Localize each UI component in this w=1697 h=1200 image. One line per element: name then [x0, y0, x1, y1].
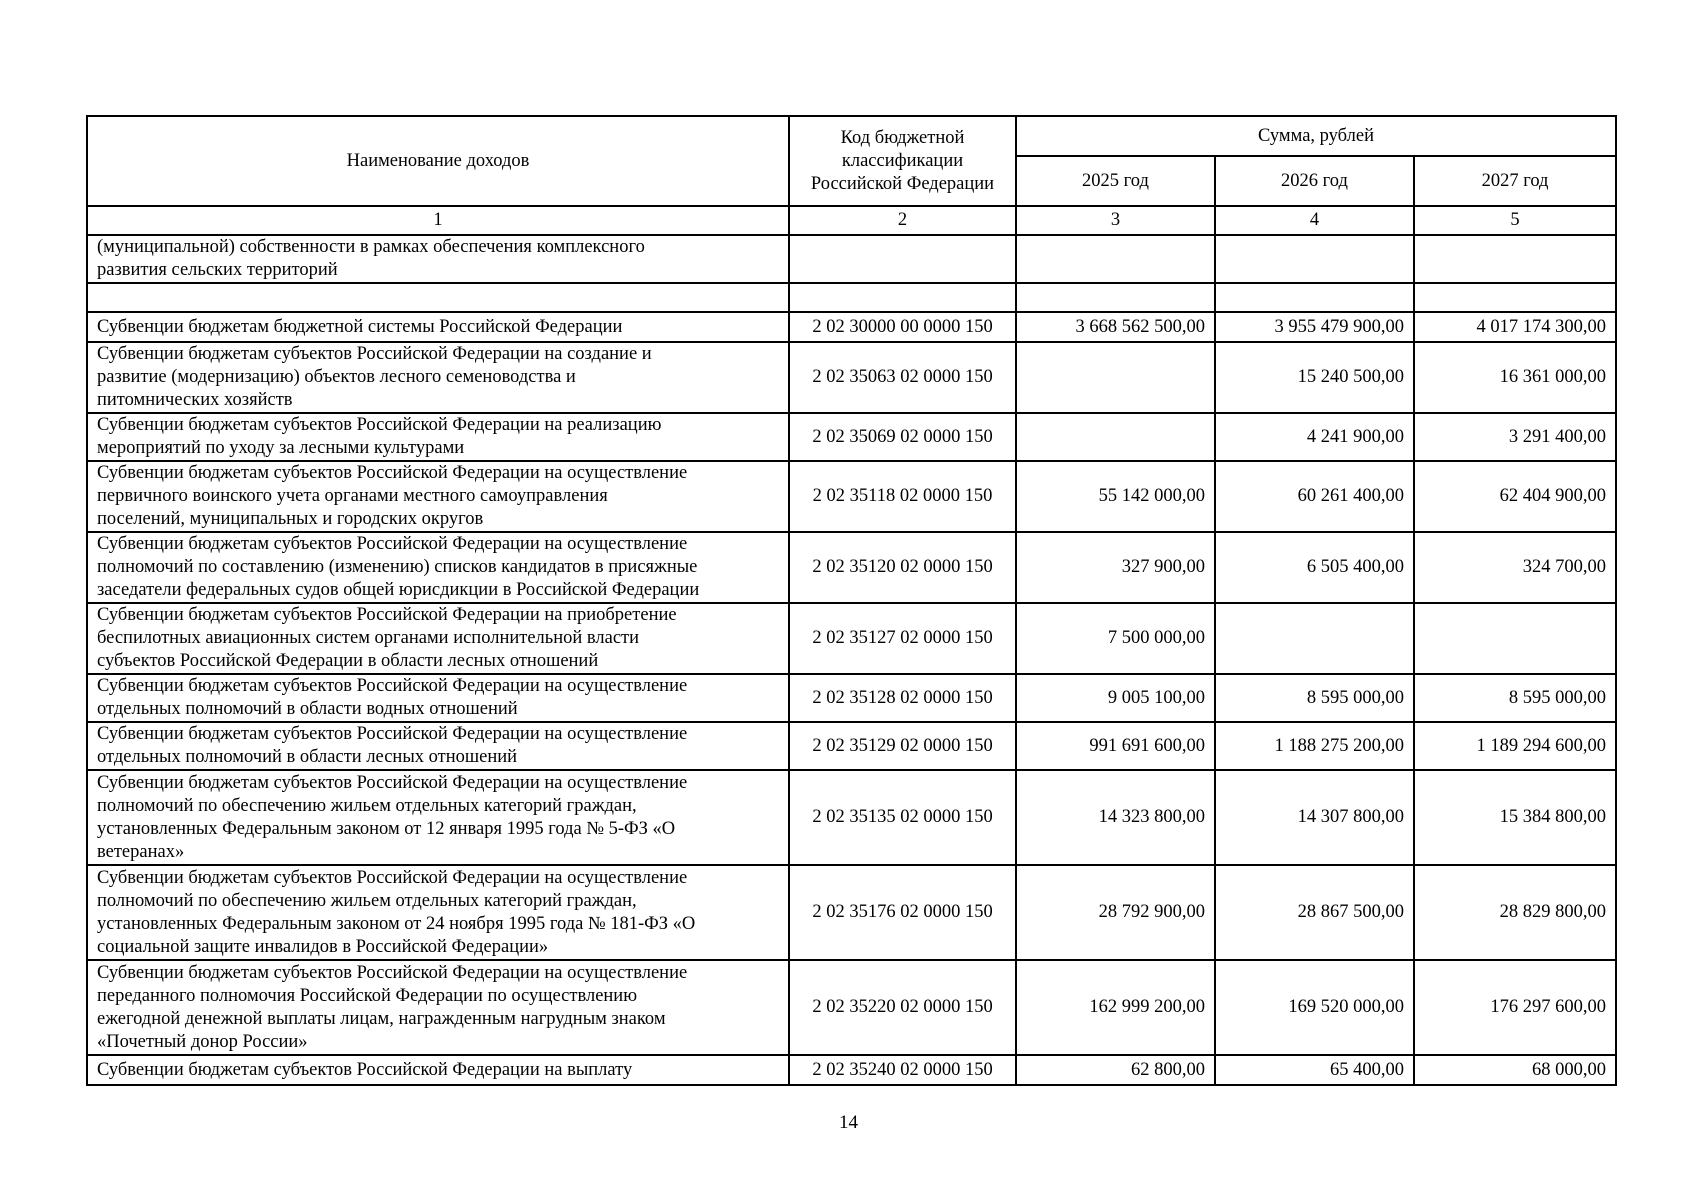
header-code-line: Код бюджетной — [840, 127, 965, 148]
income-name-line: Субвенции бюджетам бюджетной системы Российской Федерации — [97, 316, 623, 337]
header-code-line: классификации — [841, 150, 964, 171]
income-name-line: Субвенции бюджетам субъектов Российской Федерации на приобретение — [97, 605, 677, 625]
income-name-line: мероприятий по уходу за лесными культурами — [97, 438, 465, 458]
table-row — [87, 865, 1616, 960]
amount-y2026-cell: 15 240 500,00 — [1215, 342, 1414, 413]
income-name-line: развития сельских территорий — [97, 260, 338, 280]
amount-y2025-cell — [1016, 413, 1215, 461]
amount-y2027-cell: 8 595 000,00 — [1414, 674, 1616, 722]
income-name-line: заседатели федеральных судов общей юрисдикции в Российской Федерации — [97, 580, 700, 600]
income-name-cell — [87, 235, 789, 283]
amount-y2026-cell — [1215, 603, 1414, 674]
income-name-cell — [87, 312, 789, 342]
budget-code-cell: 2 02 35118 02 0000 150 — [789, 461, 1016, 532]
amount-y2027-cell — [1414, 235, 1616, 283]
amount-y2027-cell — [1414, 603, 1616, 674]
table-row — [87, 674, 1616, 722]
budget-code-cell: 2 02 35240 02 0000 150 — [789, 1055, 1016, 1085]
table-row — [87, 413, 1616, 461]
income-name-cell — [87, 865, 789, 960]
income-name-line: питомнических хозяйств — [97, 390, 293, 410]
budget-code-cell: 2 02 35129 02 0000 150 — [789, 722, 1016, 770]
income-name-line: Субвенции бюджетам субъектов Российской Федерации на осуществление — [97, 534, 688, 554]
amount-y2025-cell — [1016, 342, 1215, 413]
table-row — [87, 960, 1616, 1055]
income-name-cell — [87, 603, 789, 674]
amount-y2026-cell: 8 595 000,00 — [1215, 674, 1414, 722]
amount-y2026-cell: 1 188 275 200,00 — [1215, 722, 1414, 770]
income-name-line: развитие (модернизацию) объектов лесного семеноводства и — [97, 367, 576, 387]
header-year-2027: 2027 год — [1414, 156, 1616, 206]
table-row — [87, 312, 1616, 342]
amount-y2025-cell: 28 792 900,00 — [1016, 865, 1215, 960]
amount-y2025-cell: 7 500 000,00 — [1016, 603, 1215, 674]
income-name-cell — [87, 674, 789, 722]
column-index: 3 — [1016, 206, 1215, 235]
income-name-line: полномочий по обеспечению жильем отдельных категорий граждан, — [97, 890, 637, 911]
amount-y2026-cell — [1215, 235, 1414, 283]
budget-code-cell: 2 02 35176 02 0000 150 — [789, 865, 1016, 960]
income-name-line: полномочий по обеспечению жильем отдельных категорий граждан, — [97, 795, 637, 816]
budget-code-cell: 2 02 35220 02 0000 150 — [789, 960, 1016, 1055]
amount-y2026-cell: 3 955 479 900,00 — [1215, 312, 1414, 342]
budget-code-cell: 2 02 30000 00 0000 150 — [789, 312, 1016, 342]
income-name-line: ежегодной денежной выплаты лицам, награжденным нагрудным знаком — [97, 1008, 666, 1029]
revenue-table — [86, 115, 1617, 1086]
income-name-cell — [87, 1055, 789, 1085]
income-name-line: поселений, муниципальных и городских округов — [97, 509, 484, 529]
header-code-line: Российской Федерации — [810, 173, 995, 194]
income-name-line: Субвенции бюджетам субъектов Российской Федерации на выплату — [97, 1059, 633, 1080]
amount-y2025-cell: 9 005 100,00 — [1016, 674, 1215, 722]
table-row — [87, 342, 1616, 413]
income-name-cell — [87, 413, 789, 461]
income-name-line: «Почетный донор России» — [97, 1031, 308, 1052]
table-row — [87, 1055, 1616, 1085]
income-name-cell — [87, 532, 789, 603]
income-name-line: установленных Федеральным законом от 12 января 1995 года № 5-ФЗ «О — [97, 818, 676, 839]
income-name-cell — [87, 722, 789, 770]
amount-y2025-cell — [1016, 283, 1215, 312]
column-index-row — [87, 206, 1616, 235]
income-name-cell — [87, 342, 789, 413]
amount-y2027-cell: 28 829 800,00 — [1414, 865, 1616, 960]
income-name-line: Субвенции бюджетам субъектов Российской Федерации на реализацию — [97, 415, 662, 435]
amount-y2027-cell — [1414, 283, 1616, 312]
budget-code-cell — [789, 283, 1016, 312]
amount-y2027-cell: 1 189 294 600,00 — [1414, 722, 1616, 770]
income-name-line: установленных Федеральным законом от 24 ноября 1995 года № 181-ФЗ «О — [97, 913, 696, 934]
income-name-line: Субвенции бюджетам субъектов Российской Федерации на осуществление — [97, 724, 688, 744]
header-name-cell — [87, 116, 789, 206]
header-sum-cell — [1016, 116, 1616, 156]
amount-y2027-cell: 4 017 174 300,00 — [1414, 312, 1616, 342]
table-row — [87, 532, 1616, 603]
amount-y2026-cell: 28 867 500,00 — [1215, 865, 1414, 960]
amount-y2025-cell — [1016, 235, 1215, 283]
amount-y2025-cell: 327 900,00 — [1016, 532, 1215, 603]
header-year-2026: 2026 год — [1215, 156, 1414, 206]
income-name-line: социальной защите инвалидов в Российской Федерации» — [97, 936, 549, 957]
income-name-line: Субвенции бюджетам субъектов Российской Федерации на осуществление — [97, 463, 688, 483]
header-name-label: Наименование доходов — [346, 150, 530, 171]
income-name-cell — [87, 283, 789, 312]
income-name-line: Субвенции бюджетам субъектов Российской Федерации на создание и — [97, 344, 652, 364]
income-name-cell — [87, 461, 789, 532]
amount-y2026-cell: 14 307 800,00 — [1215, 770, 1414, 865]
amount-y2026-cell: 6 505 400,00 — [1215, 532, 1414, 603]
table-row — [87, 461, 1616, 532]
amount-y2027-cell: 3 291 400,00 — [1414, 413, 1616, 461]
table-header — [87, 116, 1616, 235]
income-name-line: полномочий по составлению (изменению) списков кандидатов в присяжные — [97, 557, 698, 577]
header-year-2025: 2025 год — [1016, 156, 1215, 206]
column-index: 2 — [789, 206, 1016, 235]
income-name-line: (муниципальной) собственности в рамках обеспечения комплексного — [97, 237, 645, 257]
income-name-line: субъектов Российской Федерации в области лесных отношений — [97, 651, 599, 671]
budget-code-cell: 2 02 35063 02 0000 150 — [789, 342, 1016, 413]
income-name-cell — [87, 770, 789, 865]
page-number: 14 — [839, 1112, 858, 1133]
income-name-line: беспилотных авиационных систем органами исполнительной власти — [97, 628, 640, 648]
income-name-line: отдельных полномочий в области лесных отношений — [97, 747, 518, 767]
table-row — [87, 722, 1616, 770]
budget-code-cell: 2 02 35135 02 0000 150 — [789, 770, 1016, 865]
amount-y2026-cell: 169 520 000,00 — [1215, 960, 1414, 1055]
budget-code-cell: 2 02 35128 02 0000 150 — [789, 674, 1016, 722]
amount-y2026-cell: 65 400,00 — [1215, 1055, 1414, 1085]
table-body — [87, 235, 1616, 1085]
column-index: 4 — [1215, 206, 1414, 235]
budget-code-cell: 2 02 35120 02 0000 150 — [789, 532, 1016, 603]
header-code-cell — [789, 116, 1016, 206]
amount-y2026-cell: 60 261 400,00 — [1215, 461, 1414, 532]
table-row — [87, 235, 1616, 283]
income-name-line: отдельных полномочий в области водных отношений — [97, 699, 518, 719]
amount-y2027-cell: 176 297 600,00 — [1414, 960, 1616, 1055]
budget-code-cell — [789, 235, 1016, 283]
income-name-cell — [87, 960, 789, 1055]
table-row — [87, 283, 1616, 312]
header-sum-label: Сумма, рублей — [1258, 125, 1374, 146]
amount-y2027-cell: 16 361 000,00 — [1414, 342, 1616, 413]
amount-y2025-cell: 14 323 800,00 — [1016, 770, 1215, 865]
income-name-line: Субвенции бюджетам субъектов Российской Федерации на осуществление — [97, 867, 688, 888]
income-name-line: Субвенции бюджетам субъектов Российской Федерации на осуществление — [97, 676, 688, 696]
amount-y2025-cell: 62 800,00 — [1016, 1055, 1215, 1085]
amount-y2025-cell: 991 691 600,00 — [1016, 722, 1215, 770]
income-name-line: переданного полномочия Российской Федерации по осуществлению — [97, 985, 638, 1006]
budget-code-cell: 2 02 35069 02 0000 150 — [789, 413, 1016, 461]
amount-y2026-cell: 4 241 900,00 — [1215, 413, 1414, 461]
amount-y2025-cell: 3 668 562 500,00 — [1016, 312, 1215, 342]
amount-y2027-cell: 15 384 800,00 — [1414, 770, 1616, 865]
amount-y2025-cell: 162 999 200,00 — [1016, 960, 1215, 1055]
table-row — [87, 770, 1616, 865]
amount-y2027-cell: 68 000,00 — [1414, 1055, 1616, 1085]
income-name-line: Субвенции бюджетам субъектов Российской Федерации на осуществление — [97, 772, 688, 793]
budget-code-cell: 2 02 35127 02 0000 150 — [789, 603, 1016, 674]
income-name-line: первичного воинского учета органами местного самоуправления — [97, 486, 608, 506]
column-index: 1 — [87, 206, 789, 235]
column-index: 5 — [1414, 206, 1616, 235]
income-name-line: ветеранах» — [97, 841, 185, 862]
amount-y2026-cell — [1215, 283, 1414, 312]
amount-y2027-cell: 62 404 900,00 — [1414, 461, 1616, 532]
income-name-line: Субвенции бюджетам субъектов Российской Федерации на осуществление — [97, 962, 688, 983]
table-row — [87, 603, 1616, 674]
amount-y2025-cell: 55 142 000,00 — [1016, 461, 1215, 532]
amount-y2027-cell: 324 700,00 — [1414, 532, 1616, 603]
